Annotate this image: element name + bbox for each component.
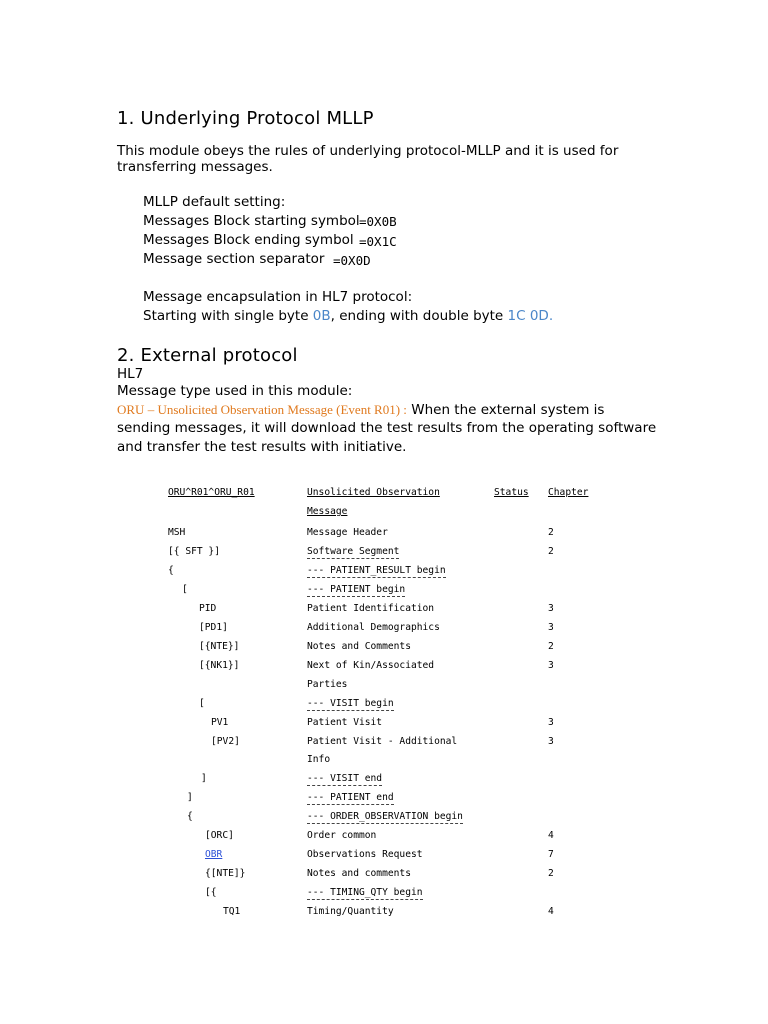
row-patient-begin-segment: [	[182, 584, 188, 595]
row-nte2-desc: Notes and comments	[307, 868, 411, 879]
row-nk1-chapter: 3	[548, 660, 554, 671]
row-timing-qty-begin-desc: --- TIMING_QTY begin	[307, 887, 423, 898]
row-pv2-chapter: 3	[548, 736, 554, 747]
row-tq1-chapter: 4	[548, 906, 554, 917]
setting-start-value: =0X0B	[359, 214, 397, 229]
row-visit-begin-desc: --- VISIT begin	[307, 698, 394, 709]
encapsulation-label: Message encapsulation in HL7 protocol:	[143, 289, 413, 305]
table-header-segment: ORU^R01^ORU_R01	[168, 487, 255, 498]
row-msh-chapter: 2	[548, 527, 554, 538]
row-visit-begin-segment: [	[199, 698, 205, 709]
row-orc-segment: [ORC]	[205, 830, 234, 841]
row-pd1-desc: Additional Demographics	[307, 622, 440, 633]
row-timing-qty-begin-segment: [{	[205, 887, 217, 898]
row-pv2-segment: [PV2]	[211, 736, 240, 747]
section-1-intro-line-1: This module obeys the rules of underlying protocol-MLLP and it is used for	[117, 143, 619, 159]
row-nte2-segment: {[NTE]}	[205, 868, 246, 879]
row-nte-desc: Notes and Comments	[307, 641, 411, 652]
row-nte-segment: [{NTE}]	[199, 641, 240, 652]
row-obr-chapter: 7	[548, 849, 554, 860]
row-msh-segment: MSH	[168, 527, 186, 538]
row-nk1-desc-2: Parties	[307, 679, 348, 690]
setting-start-label: Messages Block starting symbol	[143, 213, 360, 229]
row-pd1-segment: [PD1]	[199, 622, 228, 633]
setting-separator-label: Message section separator	[143, 251, 325, 267]
encap-start-byte: 0B	[312, 308, 331, 324]
section-1-heading: 1. Underlying Protocol MLLP	[117, 108, 374, 129]
table-header-description-2: Message	[307, 506, 348, 517]
row-patient-result-begin-desc: --- PATIENT_RESULT begin	[307, 565, 446, 576]
row-pv2-desc: Patient Visit - Additional	[307, 736, 458, 747]
encap-prefix: Starting with single byte	[143, 308, 313, 324]
row-pid-desc: Patient Identification	[307, 603, 435, 614]
row-pid-chapter: 3	[548, 603, 554, 614]
row-pv1-chapter: 3	[548, 717, 554, 728]
message-type-label: Message type used in this module:	[117, 383, 353, 399]
row-patient-begin-desc: --- PATIENT begin	[307, 584, 406, 595]
table-header-status: Status	[494, 487, 529, 498]
oru-description-line-3: and transfer the test results with initiative.	[117, 439, 407, 455]
row-tq1-desc: Timing/Quantity	[307, 906, 394, 917]
row-nk1-desc: Next of Kin/Associated	[307, 660, 435, 671]
oru-desc-1: When the external system is	[406, 402, 605, 418]
row-nk1-segment: [{NK1}]	[199, 660, 240, 671]
row-order-observation-begin-segment: {	[187, 811, 193, 822]
oru-description-line-2: sending messages, it will download the test results from the operating software	[117, 420, 657, 436]
row-order-observation-begin-desc: --- ORDER_OBSERVATION begin	[307, 811, 463, 822]
row-msh-desc: Message Header	[307, 527, 388, 538]
row-patient-result-begin-segment: {	[168, 565, 174, 576]
encap-middle: , ending with double byte	[330, 308, 508, 324]
section-2-heading: 2. External protocol	[117, 345, 298, 366]
mllp-default-setting-label: MLLP default setting:	[143, 194, 286, 210]
row-obr-desc: Observations Request	[307, 849, 423, 860]
row-obr-segment-link[interactable]: OBR	[205, 849, 223, 860]
row-patient-end-desc: --- PATIENT end	[307, 792, 394, 803]
table-header-description: Unsolicited Observation	[307, 487, 440, 498]
table-header-chapter: Chapter	[548, 487, 589, 498]
row-pv1-segment: PV1	[211, 717, 229, 728]
section-1-intro-line-2: transferring messages.	[117, 159, 273, 175]
row-orc-chapter: 4	[548, 830, 554, 841]
row-orc-desc: Order common	[307, 830, 377, 841]
row-nte2-chapter: 2	[548, 868, 554, 879]
row-tq1-segment: TQ1	[223, 906, 241, 917]
row-pd1-chapter: 3	[548, 622, 554, 633]
row-visit-end-desc: --- VISIT end	[307, 773, 383, 784]
row-visit-end-segment: ]	[201, 773, 207, 784]
row-sft-desc: Software Segment	[307, 546, 400, 557]
setting-separator-value: =0X0D	[333, 253, 371, 268]
hl7-line: HL7	[117, 366, 144, 382]
row-sft-chapter: 2	[548, 546, 554, 557]
row-patient-end-segment: ]	[187, 792, 193, 803]
row-pv1-desc: Patient Visit	[307, 717, 383, 728]
row-sft-segment: [{ SFT }]	[168, 546, 220, 557]
setting-end-value: =0X1C	[359, 234, 397, 249]
encap-end-bytes: 1C 0D.	[507, 308, 554, 324]
row-pid-segment: PID	[199, 603, 217, 614]
row-pv2-desc-2: Info	[307, 754, 331, 765]
oru-label: ORU – Unsolicited Observation Message (Event R01) :	[117, 402, 407, 417]
setting-end-label: Messages Block ending symbol	[143, 232, 354, 248]
row-nte-chapter: 2	[548, 641, 554, 652]
